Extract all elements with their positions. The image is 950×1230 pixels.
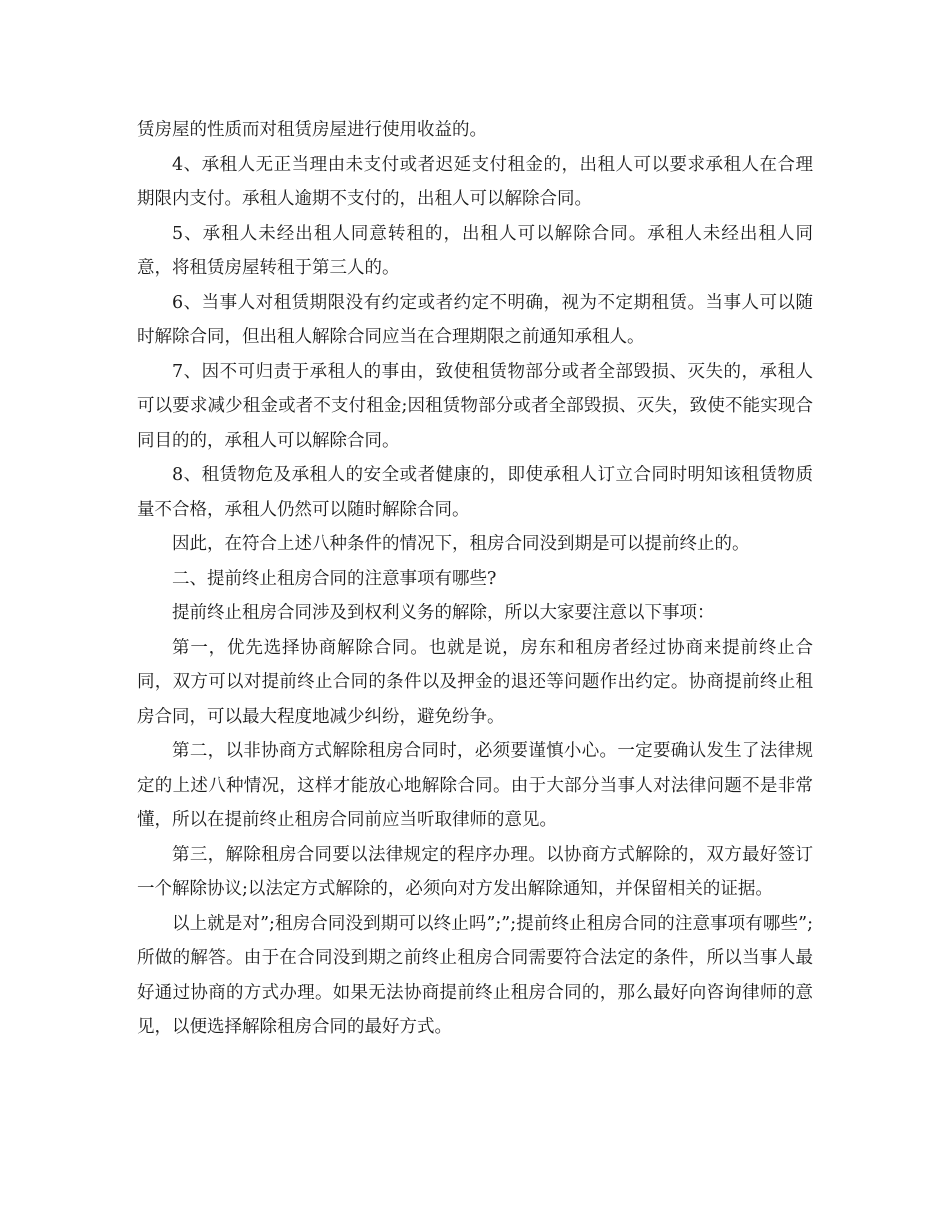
paragraph-second: 第二，以非协商方式解除租房合同时，必须要谨慎小心。一定要确认发生了法律规定的上述八种情况，这样才能放心地解除合同。由于大部分当事人对法律问题不是非常懂，所以在提前终止租房合同前应当听取律师的意见。 — [137, 741, 813, 830]
paragraph-item-7: 7、因不可归责于承租人的事由，致使租赁物部分或者全部毁损、灭失的，承租人可以要求减少租金或者不支付租金;因租赁物部分或者全部毁损、灭失，致使不能实现合同目的的，承租人可以解除合同。 — [137, 361, 813, 451]
paragraph-item-6: 6、当事人对租赁期限没有约定或者约定不明确，视为不定期租赁。当事人可以随时解除合同，但出租人解除合同应当在合理期限之前通知承租人。 — [137, 292, 813, 347]
paragraph-item-4: 4、承租人无正当理由未支付或者迟延支付租金的，出租人可以要求承租人在合理期限内支付。承租人逾期不支付的，出租人可以解除合同。 — [137, 154, 813, 209]
paragraph-conclusion: 因此，在符合上述八种条件的情况下，租房合同没到期是可以提前终止的。 — [172, 534, 750, 554]
document-body — [137, 113, 813, 1045]
paragraph-third: 第三，解除租房合同要以法律规定的程序办理。以协商方式解除的，双方最好签订一个解除协议;以法定方式解除的，必须向对方发出解除通知，并保留相关的证据。 — [137, 844, 813, 899]
section-heading: 二、提前终止租房合同的注意事项有哪些? — [172, 568, 497, 589]
paragraph-intro: 提前终止租房合同涉及到权利义务的解除，所以大家要注意以下事项： — [172, 603, 715, 623]
paragraph-item-5: 5、承租人未经出租人同意转租的，出租人可以解除合同。承租人未经出租人同意，将租赁房屋转租于第三人的。 — [137, 223, 813, 278]
paragraph-item-8: 8、租赁物危及承租人的安全或者健康的，即使承租人订立合同时明知该租赁物质量不合格，承租人仍然可以随时解除合同。 — [137, 465, 813, 520]
paragraph-summary: 以上就是对”;租房合同没到期可以终止吗”;”;提前终止租房合同的注意事项有哪些”;所做的解答。由于在合同没到期之前终止租房合同需要符合法定的条件，所以当事人最好通过协商的方式办理。如果无法协商提前终止租房合同的，那么最好向咨询律师的意见，以便选择解除租房合同的最好方式。 — [137, 913, 813, 1037]
paragraph-first: 第一，优先选择协商解除合同。也就是说，房东和租房者经过协商来提前终止合同，双方可以对提前终止合同的条件以及押金的退还等问题作出约定。协商提前终止租房合同，可以最大程度地减少纠纷，避免纷争。 — [137, 637, 813, 727]
paragraph-continuation: 赁房屋的性质而对租赁房屋进行使用收益的。 — [137, 120, 487, 140]
